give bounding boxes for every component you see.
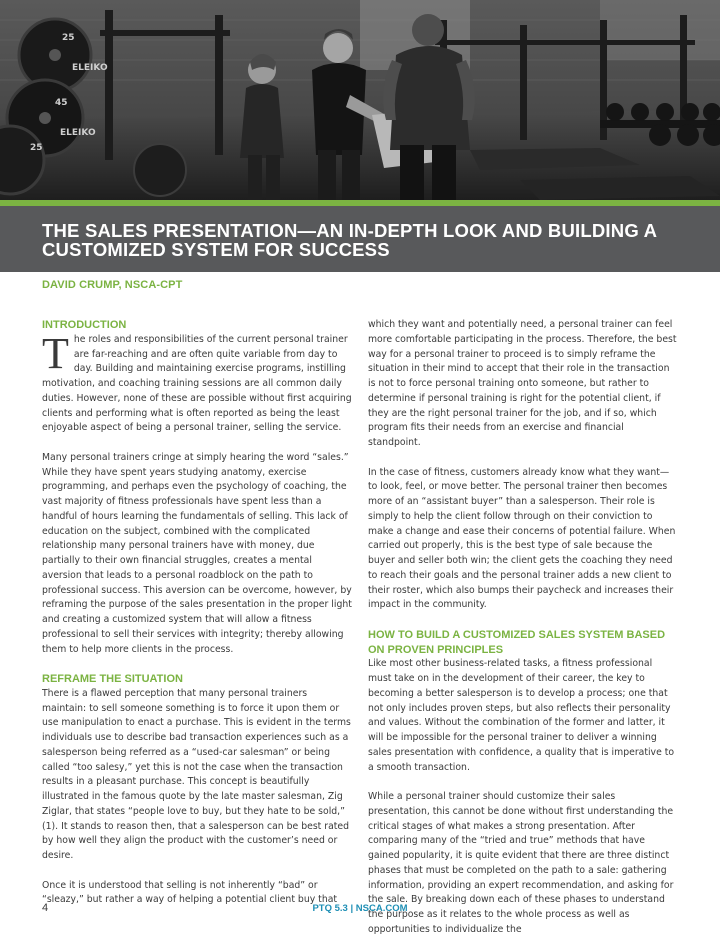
intro-paragraph-1-text: he roles and responsibilities of the current personal trainer are far-reaching and are often quite variable from day to day. Building and maintaining exercise programs, instilling motivation, and coaching training sessions are all common daily duties. However, none of these are possible without first acquiring clients and performing what is often reported as being the least enjoyable aspect of being a personal trainer, selling the service.: [42, 333, 352, 434]
title-band: [0, 206, 720, 272]
page-number: 4: [42, 902, 49, 914]
author-byline: DAVID CRUMP, NSCA-CPT: [42, 279, 183, 291]
plate-label: ELEIKO: [60, 128, 96, 138]
section-heading-build: HOW TO BUILD A CUSTOMIZED SALES SYSTEM BASED ON PROVEN PRINCIPLES: [368, 628, 666, 656]
intro-paragraph-2: Many personal trainers cringe at simply hearing the word “sales.” While they have spent years studying anatomy, exercise programming, and perhaps even the psychology of coaching, the vast majority of fitness professionals have spent less than a handful of hours learning the fundamentals of selling. This lack of education on the subject, combined with the complicated relationship many personal trainers have with money, due partially to their own financial struggles, creates a mental aversion that leads to a personal roadblock on the path to professional success. This aversion can be overcome, however, by reframing the purpose of the sales presentation in the proper light and creating a customized system that will allow a fitness professional to sell their services with integrity; thereby allowing them to help more clients in the process.: [42, 451, 352, 655]
right-column: [368, 318, 678, 952]
plate-label: 45: [55, 98, 68, 108]
drop-cap: T: [42, 328, 69, 378]
reframe-paragraph-4: In the case of fitness, customers already know what they want—to look, feel, or move better. The personal trainer then becomes more of an “assistant buyer” than a salesperson. Their role is simply to help the client follow through on their conviction to make a change and ease their concerns of potential failure. When carried out properly, this is the best type of sale because the buyer and seller both win; the client gets the coaching they need to reach their goals and the personal trainer adds a new client to their roster, which also bumps their paycheck and increases their impact in the community.: [368, 466, 676, 611]
plate-label: ELEIKO: [72, 63, 108, 73]
left-column: [42, 318, 352, 923]
hero-photo: [0, 0, 720, 200]
build-paragraph-2: While a personal trainer should customize their sales presentation, this cannot be done without first understanding the critical stages of what makes a strong presentation. After comparing many of the “tried and true” methods that have gained popularity, it is quite evident that there are three distinct phases that must be completed on the path to a sale: gathering information, providing an expert recommendation, and asking for the sale. By breaking down each of these phases to understand the purpose as it relates to the whole process as well as opportunities to individualize the: [368, 791, 674, 935]
reframe-paragraph-2: Once it is understood that selling is not inherently “bad” or “sleazy,” but rather a way of helping a potential client buy that: [42, 879, 338, 906]
section-heading-introduction: INTRODUCTION: [42, 319, 127, 331]
section-heading-reframe: REFRAME THE SITUATION: [42, 673, 183, 685]
plate-label: 25: [30, 143, 43, 153]
reframe-paragraph-3: which they want and potentially need, a personal trainer can feel more comfortable participating in the process. Therefore, the best way for a personal trainer to proceed is to simply reframe the situation in their mind to accept that their role in the transaction is not to force personal training onto someone, but rather to determine if personal training is right for the potential client, if they are the right personal trainer for the job, and if so, which program fits their needs from an exercise and financial standpoint.: [368, 319, 677, 448]
plate-label: 25: [62, 33, 75, 43]
article-title: THE SALES PRESENTATION—AN IN-DEPTH LOOK AND BUILDING A CUSTOMIZED SYSTEM FOR SUCCESS: [42, 220, 657, 260]
build-paragraph-1: Like most other business-related tasks, a fitness professional must take on in the development of their career, the key to becoming a better salesperson is to develop a process; one that not only includes proven steps, but also reflects their personality and values. Without the combination of the former and latter, it will be impossible for the personal trainer to deliver a winning sales presentation with confidence, a quality that is imperative to a smooth transaction.: [368, 658, 675, 773]
gym-photo-illustration: [0, 0, 720, 200]
intro-paragraph-1: [42, 328, 352, 436]
reframe-paragraph-1: There is a flawed perception that many personal trainers maintain: to sell someone something is to force it upon them or use manipulation to enact a purchase. This is evident in the terms individuals use to describe bad transaction experiences such as a salesperson being referred as a “used-car salesman” or being called “too salesy,” yet this is not the case when the transaction results in a pleasant purchase. This concept is beautifully illustrated in the famous quote by the late master salesman, Zig Ziglar, that states “people love to buy, but they hate to be sold,” (1). It stands to reason then, that a salesperson can be best rated by how well they align the product with the customer’s need or desire.: [42, 687, 351, 861]
publication-footer: PTQ 5.3 | NSCA.COM: [312, 903, 408, 914]
